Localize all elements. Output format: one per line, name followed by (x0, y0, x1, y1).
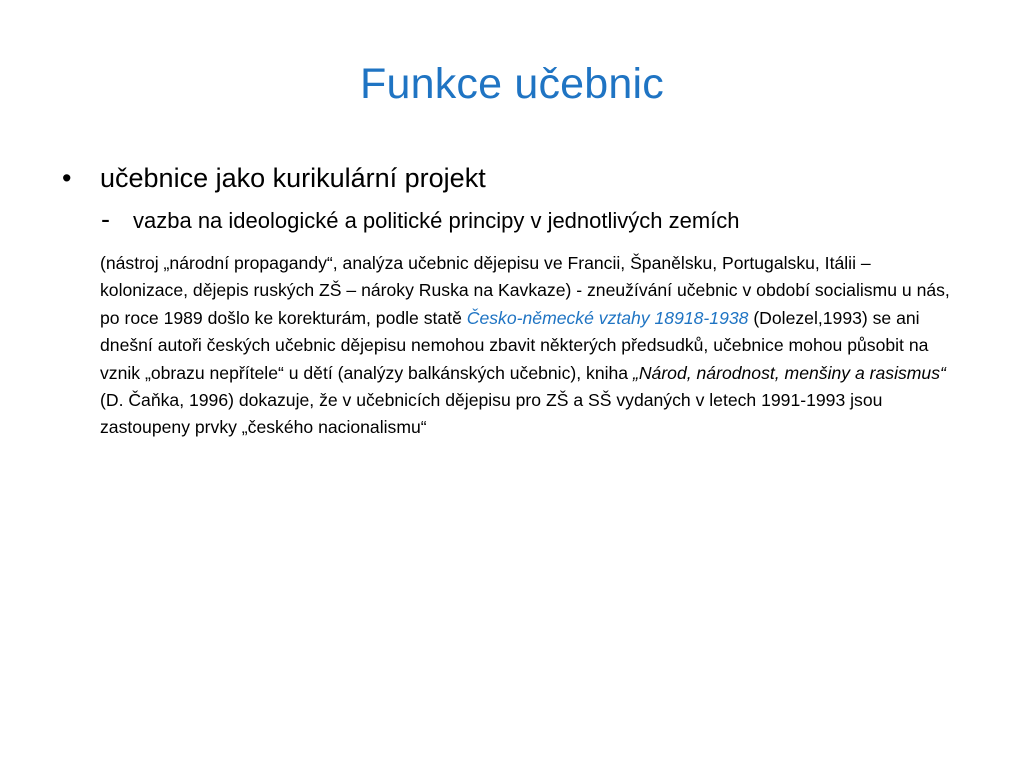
sub-point-text: vazba na ideologické a politické principy v jednotlivých zemích (133, 208, 740, 233)
bullet-marker: • (62, 163, 72, 193)
slide-title: Funkce učebnic (360, 60, 664, 108)
paragraph-part-2: (Dolezel,1993) se ani dnešní autoři českých učebnic dějepisu nemohou zbavit některých předsudků, učebnice mohou působit na vznik „obrazu nepřítele“ u dětí (analýzy balkánských učebnic), kniha (100, 307, 929, 383)
paragraph-part-1: (nástroj „národní propagandy“, analýza učebnic dějepisu ve Francii, Španělsku, Portugalsku, Itálii – kolonizace, dějepis ruských ZŠ – nároky Ruska na Kavkaze) - zneužívání učebnic v období socialismu u nás, po roce 1989 došlo ke korekturám, podle statě (100, 253, 950, 328)
bullet-text: učebnice jako kurikulární projekt (100, 163, 486, 193)
paragraph-part-3: (D. Čaňka, 1996) dokazuje, že v učebnicích dějepisu pro ZŠ a SŠ vydaných v letech 1991-1993 jsou zastoupeny prvky „českého nacionalismu“ (100, 390, 883, 438)
sub-point (101, 202, 961, 238)
cited-book-title: „Národ, národnost, menšiny a rasismus“ (632, 362, 946, 383)
body-paragraph (100, 250, 950, 442)
dash-marker: - (101, 204, 110, 234)
cited-article-title: Česko-německé vztahy 18918-1938 (466, 307, 749, 328)
